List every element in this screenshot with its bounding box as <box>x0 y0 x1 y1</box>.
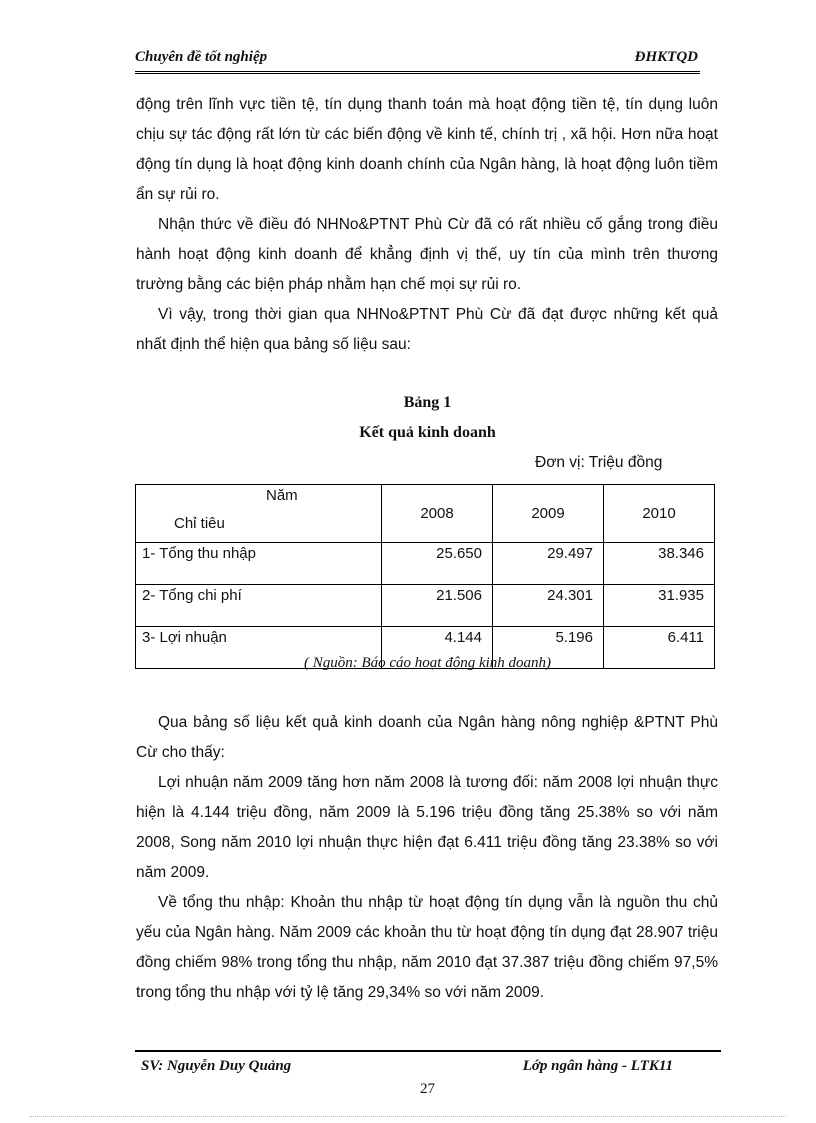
table-corner-cell <box>136 485 382 543</box>
table-number: Bảng 1 <box>403 394 452 411</box>
footer-author: SV: Nguyễn Duy Quảng <box>141 1058 292 1074</box>
page-bottom-divider <box>30 1116 786 1117</box>
corner-indicator-label: Chỉ tiêu <box>174 515 225 532</box>
table-row <box>136 543 715 585</box>
paragraph-3: Vì vậy, trong thời gian qua NHNo&PTNT Phù Cừ đã đạt được những kết quả nhất định thể hiện qua bảng số liệu sau: <box>136 306 718 353</box>
table-cell: 21.506 <box>382 585 493 627</box>
paragraph-2: Nhận thức về điều đó NHNo&PTNT Phù Cừ đã có rất nhiều cố gắng trong điều hành hoạt động kinh doanh để khẳng định vị thế, uy tín của mình trên thương trường bằng các biện pháp nhằm hạn chế mọi sự rủi ro. <box>136 216 718 293</box>
footer-class: Lớp ngân hàng - LTK11 <box>522 1058 673 1074</box>
paragraph-6: Về tổng thu nhập: Khoản thu nhập từ hoạt động tín dụng vẫn là nguồn thu chủ yếu của Ngân hàng. Năm 2009 các khoản thu từ hoạt động tín dụng đạt 28.907 triệu đồng chiếm 98% trong tổng thu nhập, năm 2010 đạt 37.387 triệu đồng chiếm 97,5% trong tổng thu nhập với tỷ lệ tăng 29,34% so với năm 2009. <box>136 894 718 1001</box>
table-header-row <box>136 485 715 543</box>
year-header: 2008 <box>382 485 493 543</box>
year-header: 2010 <box>604 485 715 543</box>
table-cell: 31.935 <box>604 585 715 627</box>
table-cell: 5.196 <box>493 627 604 669</box>
table-cell: 4.144 <box>382 627 493 669</box>
paragraph-5: Lợi nhuận năm 2009 tăng hơn năm 2008 là tương đối: năm 2008 lợi nhuận thực hiện là 4.144 triệu đồng, năm 2009 là 5.196 triệu đồng tăng 25.38% so với năm 2008, Song năm 2010 lợi nhuận thực hiện đạt 6.411 triệu đồng tăng 23.38% so với năm 2009. <box>136 774 718 881</box>
year-header: 2009 <box>493 485 604 543</box>
row-label: 1- Tổng thu nhập <box>136 543 382 585</box>
row-label: 2- Tổng chi phí <box>136 585 382 627</box>
header-institution: ĐHKTQD <box>634 49 698 65</box>
paragraph-4: Qua bảng số liệu kết quả kinh doanh của Ngân hàng nông nghiệp &PTNT Phù Cừ cho thấy: <box>136 714 718 761</box>
table-unit: Đơn vị: Triệu đồng <box>535 454 663 471</box>
table-cell: 25.650 <box>382 543 493 585</box>
row-label: 3- Lợi nhuận <box>136 627 382 669</box>
page-header <box>135 47 700 74</box>
table-cell: 29.497 <box>493 543 604 585</box>
paragraph-1: động trên lĩnh vực tiền tệ, tín dụng thanh toán mà hoạt động tiền tệ, tín dụng luôn chịu sự tác động rất lớn từ các biến động về kinh tế, chính trị , xã hội. Hơn nữa hoạt động tín dụng là hoạt động kinh doanh chính của Ngân hàng, là hoạt động luôn tiềm ẩn sự rủi ro. <box>136 96 718 203</box>
corner-year-label: Năm <box>266 487 298 504</box>
table-cell: 38.346 <box>604 543 715 585</box>
table-source: ( Nguồn: Báo cáo hoạt động kinh doanh) <box>303 655 552 671</box>
header-title: Chuyên đề tốt nghiệp <box>135 49 268 65</box>
table-row <box>136 585 715 627</box>
page-number: 27 <box>420 1081 435 1097</box>
table-cell: 24.301 <box>493 585 604 627</box>
results-table <box>135 484 715 669</box>
table-title: Kết quả kinh doanh <box>359 424 496 441</box>
page-footer <box>135 1050 721 1082</box>
table-cell: 6.411 <box>604 627 715 669</box>
